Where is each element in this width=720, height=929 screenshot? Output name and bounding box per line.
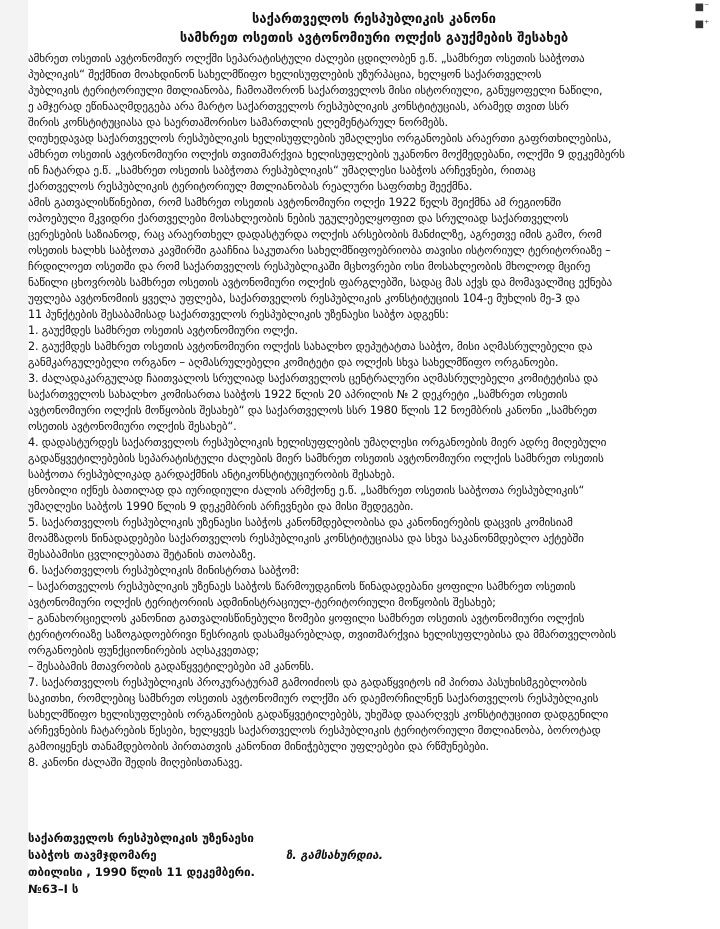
body-line: ავტონომიური ოლქის მოწყობის შესახებ“ და საქართველოს სსრ 1980 წლის 12 ნოემბრის კანონი „სამხრეთ — [28, 404, 597, 417]
comment-add-icon[interactable]: ■⁺ — [690, 17, 714, 31]
body-line: პუბლიკის“ შექმნით მოახდინონ სახელმწიფო ხელისუფლების უზურპაცია, ხელყონ საქართველოს — [28, 68, 542, 81]
body-line: ე ამჯერად ეწინააღმდეგება არა მარტო საქართველოს რესპუბლიკის კონსტიტუციას, არამედ თვით სსრ — [28, 100, 569, 113]
body-line: განმკარგულებელი ორგანო – აღმასრულებელი კომიტეტი და ოლქის სხვა სახელმწიფო ორგანოები. — [28, 356, 559, 369]
body-line: ორგანოების ფუნქციონირების აღსაკვეთად; — [28, 644, 260, 657]
body-line: 6. საქართველოს რესპუბლიკის მინისტრთა საბჭომ: — [28, 564, 300, 577]
body-line: – საქართველოს რესპუბლიკის უზენაეს საბჭოს წარმოუდგინოს წინადადებანი ყოფილი სამხრეთ ოსეთის — [28, 580, 576, 593]
body-line: – განახორციელოს კანონით გათვალისწინებული ზომები ყოფილი სამხრეთ ოსეთის ავტონომიური ოლქის — [28, 612, 585, 625]
body-line: 1. გაუქმდეს სამხრეთ ოსეთის ავტონომიური ოლქი. — [28, 324, 298, 337]
body-line: 11 პუნქტების შესაბამისად საქართველოს რესპუბლიკის უზენაესი საბჭო ადგენს: — [28, 308, 449, 321]
body-line: პუბლიკის ტერიტორიული მთლიანობა, ჩამოაშორონ საქართველოს მისი ისტორიული, განუყოფელი ნაწილი, — [28, 84, 603, 97]
body-line: ცერესების საზიანოდ, რაც არაერთხელ დადასტურდა ოლქის არსებობის მანძილზე, აგრეთვე იმის გამო, რომ — [28, 228, 602, 241]
body-line: ტერიტორიაზე საზოგადოებრივი წესრიგის დასამყარებლად, თვითმარქვია ხელისუფლებისა და მმართველობის — [28, 628, 617, 641]
body-line: ნაწილი ცხოვრობს სამხრეთ ოსეთის ავტონომიური ოლქის ფარგლებში, სადაც მას აქვს და მომავალშიც ექნება — [28, 276, 613, 289]
body-line: 7. საქართველოს რესპუბლიკის პროკურატურამ გამოიძიოს და გადაწყვიტოს იმ პირთა პასუხისმგებლობის — [28, 676, 587, 689]
law-body-text — [28, 51, 718, 771]
document-subtitle: სამხრეთ ოსეთის ავტონომიური ოლქის გაუქმების შესახებ — [179, 31, 569, 46]
body-line: ოსეთის ავტონომიური ოლქის შესახებ“. — [28, 420, 237, 433]
body-line: 2. გაუქმდეს სამხრეთ ოსეთის ავტონომიური ოლქის სახალხო დეპუტატთა საბჭო, მისი აღმასრულებელი და — [28, 340, 593, 353]
signature-place-date: თბილისი , 1990 წლის 11 დეკემბერი. — [28, 865, 255, 879]
body-line: ქართველოს რესპუბლიკის ტერიტორიულ მთლიანობას რეალური საფრთხე შეექმნა. — [28, 180, 473, 193]
left-margin-strip — [0, 0, 28, 929]
body-line: 3. ძალადაკარგულად ჩაითვალოს სრულიად საქართველოს ცენტრალური აღმასრულებელი კომიტეტისა და — [28, 372, 598, 385]
body-line: საკითხი, რომლებიც სამხრეთ ოსეთის ავტონომიურ ოლქში არ დაემორჩილნენ საქართველოს რესპუბლიკის — [28, 692, 599, 705]
document-number: №63–I ს — [28, 882, 79, 896]
body-line: 5. საქართველოს რესპუბლიკის უზენაესი საბჭოს კანონმდებლობისა და კანონიერების დაცვის კომისიამ — [28, 516, 573, 529]
body-line: ოპოებული მკვიდრი ქართველები მოსახლეობის ნების უგულებელყოფით და სრულიად საქართველოს — [28, 212, 569, 225]
body-line: – შესაბამის მთავრობის გადაწყვეტილებები ამ კანონს. — [28, 660, 314, 673]
body-line: ოსეთის ხალხს საბჭოთა კავშირში გააჩნია საკუთარი სახელმწიფოებრიობა თავისი ისტორიულ ტერიტორიაზე – — [28, 244, 611, 257]
body-line: ჩრდილოეთ ოსეთში და რომ საქართველოს რესპუბლიკაში მცხოვრები ოსი მოსახლეობის მხოლოდ მცირე — [28, 260, 591, 273]
body-line: გადაწყვეტილებების სეპარატისტული ძალების მიერ სამხრეთ ოსეთის ავტონომიური ოლქის სამხრეთ ოსეთის — [28, 452, 604, 465]
signatory-name: ზ. გამსახურდია. — [286, 848, 383, 862]
signature-block — [28, 830, 718, 898]
body-line: 8. კანონი ძალაში შედის მიღებისთანავე. — [28, 756, 243, 769]
body-line: საბჭოთა რესპუბლიკად გარდაქმნის ანტიკონსტიტუციურობის შესახებ. — [28, 468, 395, 481]
body-line: ინ ჩატარდა ე.წ. „სამხრეთ ოსეთის საბჭოთა რესპუბლიკის“ უმაღლესი საბჭოს არჩევნები, რითაც — [28, 164, 536, 177]
body-line: უფლება ავტონომიის ყველა უფლება, საქართველოს რესპუბლიკის კონსტიტუციის 104-ე მუხლის მე-3 და — [28, 292, 580, 305]
body-line: ამხრეთ ოსეთის ავტონომიურ ოლქში სეპარატისტული ძალები ცდილობენ ე.წ. „სამხრეთ ოსეთის საბჭოთა — [28, 52, 585, 65]
body-line: ამხრეთ ოსეთის ავტონომიური ოლქის თვითმარქვია ხელისუფლების უკანონო მოქმედებანი, ოლქში 9 დეკემბერს — [28, 148, 625, 161]
signature-line — [28, 847, 718, 864]
body-line: მოამზადოს წინადადებები საქართველოს რესპუბლიკის კონსტიტუციასა და სხვა საკანონმდებლო აქტებში — [28, 532, 584, 545]
signature-line: საქართველოს რესპუბლიკის უზენაესი — [28, 831, 254, 845]
document-page — [28, 0, 720, 929]
body-line: შესაბამისი ცვლილებათა შეტანის თაობაზე. — [28, 548, 256, 561]
body-line: საქართველოს სახალხო კომისართა საბჭოს 1922 წლის 20 აპრილის № 2 დეკრეტი „სამხრეთ ოსეთის — [28, 388, 568, 401]
body-line: ცნობილი იქნეს ბათილად და იურიდიული ძალის არმქონე ე.წ. „სამხრეთ ოსეთის საბჭოთა რესპუბლიკის“ — [28, 484, 585, 497]
body-line: გამოიყენეს თანამდებობის პირთათვის კანონით მინიჭებული უფლებები და რწმუნებები. — [28, 740, 489, 753]
document-title: საქართველოს რესპუბლიკის კანონი — [252, 12, 496, 27]
comment-icon[interactable]: ■⁻ — [690, 0, 714, 14]
body-line: შირის კონსტიტუციასა და საერთაშორისო სამართლის ელემენტარულ ნორმებს. — [28, 116, 448, 129]
body-line: ავტონომიური ოლქის ტერიტორიის ადმინისტრაციულ-ტერიტორიული მოწყობის შესახებ; — [28, 596, 496, 609]
body-line: სახელმწიფო ხელისუფლების ორგანოების გადაწყვეტილებებს, უხეშად დაარღვეს კონსტიტუციით დადგენილი — [28, 708, 609, 721]
signature-title: საბჭოს თავმჯდომარე — [28, 848, 157, 862]
body-line: ღიუხედავად საქართველოს რესპუბლიკის ხელისუფლების უმაღლესი ორგანოების არაერთი გაფრთხილებისა, — [28, 132, 612, 145]
body-line: არჩევნების ჩატარების წესები, ხელყვეს საქართველოს რესპუბლიკის ტერიტორიული მთლიანობა, ბოროტად — [28, 724, 601, 737]
body-line: უმაღლესი საბჭოს 1990 წლის 9 დეკემბრის არჩევნები და მისი შედეგები. — [28, 500, 414, 513]
body-line: ამის გათვალისწინებით, რომ სამხრეთ ოსეთის ავტონომიური ოლქი 1922 წელს შეიქმნა ამ რეგიონში — [28, 196, 562, 209]
body-line: 4. დადასტურდეს საქართველოს რესპუბლიკის ხელისუფლების უმაღლესი ორგანოების მიერ ადრე მიღებული — [28, 436, 607, 449]
